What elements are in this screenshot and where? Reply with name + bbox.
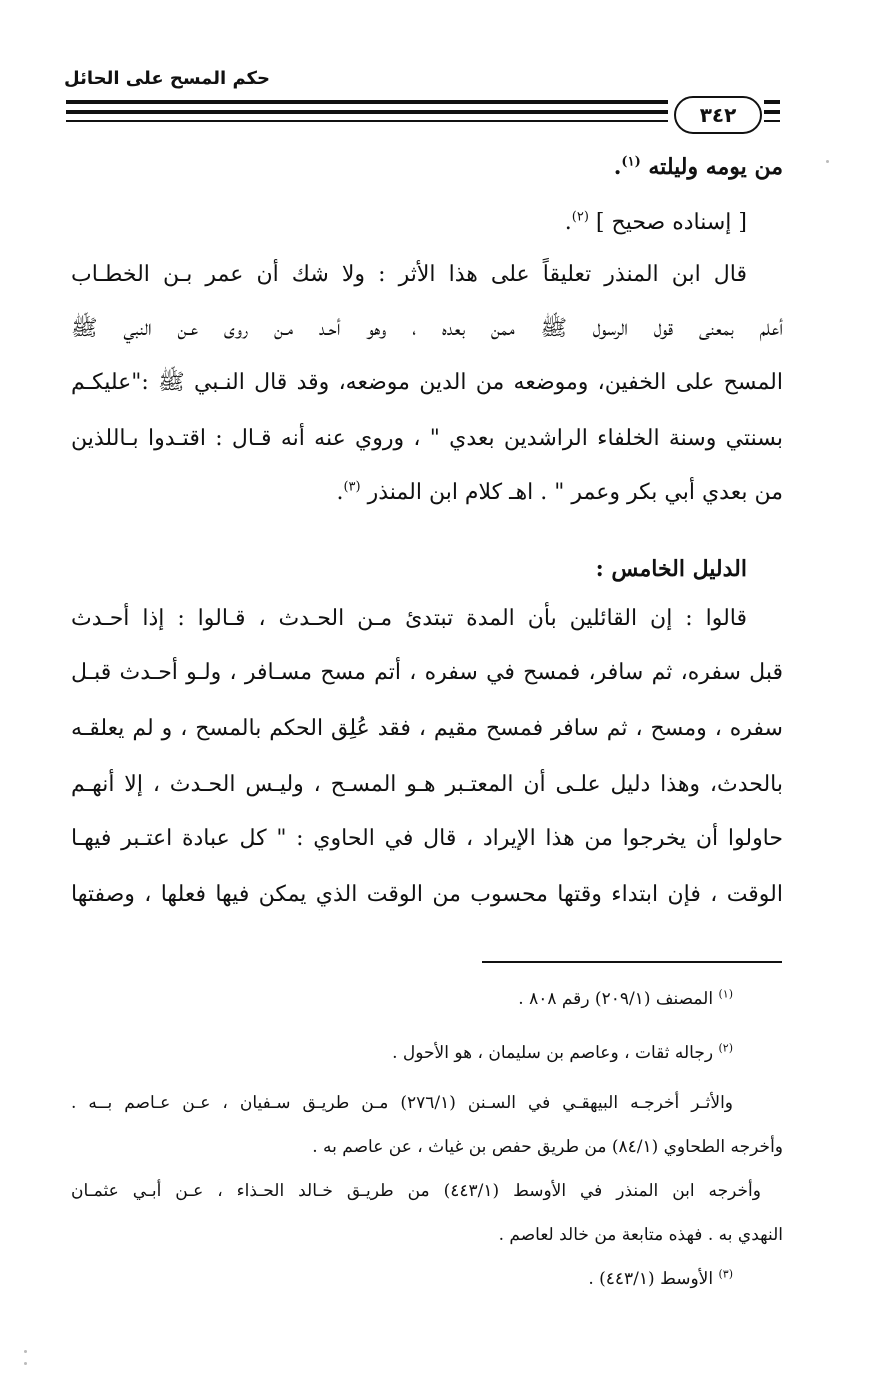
- footnote-1-mark: (١): [718, 987, 733, 1001]
- body-line-4: أعلم بمعنى قول الرسول ﷺ ممن بعده ، وهو أحـد مـن روى عـن النبي ﷺ: [71, 316, 783, 341]
- body-line-1-text: من يومه وليلته: [648, 154, 783, 180]
- body-line-2-text: [ إسناده صحيح ]: [595, 210, 747, 235]
- body-line-11: سفره ، ومسح ، ثم سافر فمسح مقيم ، فقد عُلِق الحكم بالمسح ، و لم يعلقـه: [71, 716, 783, 741]
- scan-speck: [24, 1350, 27, 1353]
- body-line-6: بسنتي وسنة الخلفاء الراشدين بعدي " ، وروي عنه أنه قـال : اقتـدوا بـاللذين: [71, 426, 783, 451]
- footnote-2-line-c: وأخرجه ابن المنذر في الأوسط (٤٤٣/١) من طريـق خـالد الحـذاء ، عـن أبـي عثمـان: [71, 1181, 761, 1201]
- footnote-2-text: رجاله ثقات ، وعاصم بن سليمان ، هو الأحول .: [392, 1043, 714, 1063]
- body-line-12: بالحدث، وهذا دليل علـى أن المعتـبر هـو المسـح ، وليـس الحـدث ، إلا أنهـم: [71, 772, 783, 797]
- footnote-2: [71, 1040, 783, 1066]
- body-line-7-text: من بعدي أبي بكر وعمر " . اهـ كلام ابن المنذر: [367, 480, 783, 505]
- body-line-3: قال ابن المنذر تعليقاً على هذا الأثر : ولا شك أن عمر بـن الخطـاب: [71, 262, 747, 287]
- body-line-10: قبل سفره، ثم سافر، فمسح في سفره ، أتم مسح مسـافر ، ولـو أحـدث قبـل: [71, 660, 783, 685]
- body-line-2: [71, 206, 783, 240]
- scan-speck: [826, 160, 829, 163]
- footnote-2-line-a: والأثـر أخرجـه البيهقـي في السـنن (٢٧٦/١) مـن طريـق سـفيان ، عـن عـاصم بــه .: [71, 1093, 734, 1113]
- body-line-7: [71, 476, 783, 510]
- body-line-9: قالوا : إن القائلين بأن المدة تبتدئ مـن الحـدث ، قـالوا : إذا أحـدث: [71, 606, 747, 631]
- footnote-separator: [482, 961, 782, 963]
- body-line-2-tail: .: [564, 210, 572, 235]
- footnote-3: [71, 1266, 783, 1292]
- body-line-1-tail: .: [613, 154, 622, 180]
- page-number-badge: [668, 96, 764, 134]
- footnote-2-mark: (٢): [718, 1041, 733, 1055]
- body-line-1: [71, 150, 783, 184]
- page-number: ٣٤٢: [674, 96, 762, 134]
- body-line-14: الوقت ، فإن ابتداء وقتها محسوب من الوقت الذي يمكن فيها فعلها ، وصفتها: [71, 882, 783, 907]
- footnote-2-line-b: وأخرجه الطحاوي (٨٤/١) من طريق حفص بن غياث ، عن عاصم به .: [312, 1137, 783, 1157]
- footnote-ref-2: (٢): [571, 209, 589, 225]
- footnote-3-text: الأوسط (٤٤٣/١) .: [588, 1269, 714, 1289]
- section-heading: الدليل الخامس :: [595, 556, 747, 582]
- body-line-7-tail: .: [336, 480, 344, 505]
- running-header-title: حكم المسح على الحائل: [64, 68, 270, 89]
- footnote-ref-1: (١): [621, 154, 641, 170]
- footnote-1-text: المصنف (٢٠٩/١) رقم ٨٠٨ .: [518, 989, 714, 1009]
- scan-speck: [24, 1362, 27, 1365]
- body-line-13: حاولوا أن يخرجوا من هذا الإيراد ، قال في الحاوي : " كل عبادة اعتـبر فيهـا: [71, 826, 783, 851]
- footnote-ref-3: (٣): [343, 479, 361, 495]
- footnote-3-mark: (٣): [718, 1267, 733, 1281]
- footnote-1: [71, 986, 783, 1012]
- body-line-5: المسح على الخفين، وموضعه من الدين موضعه، وقد قال النـبي ﷺ :"عليكـم: [71, 370, 783, 395]
- footnote-2-line-d: النهدي به . فهذه متابعة من خالد لعاصم .: [498, 1225, 783, 1245]
